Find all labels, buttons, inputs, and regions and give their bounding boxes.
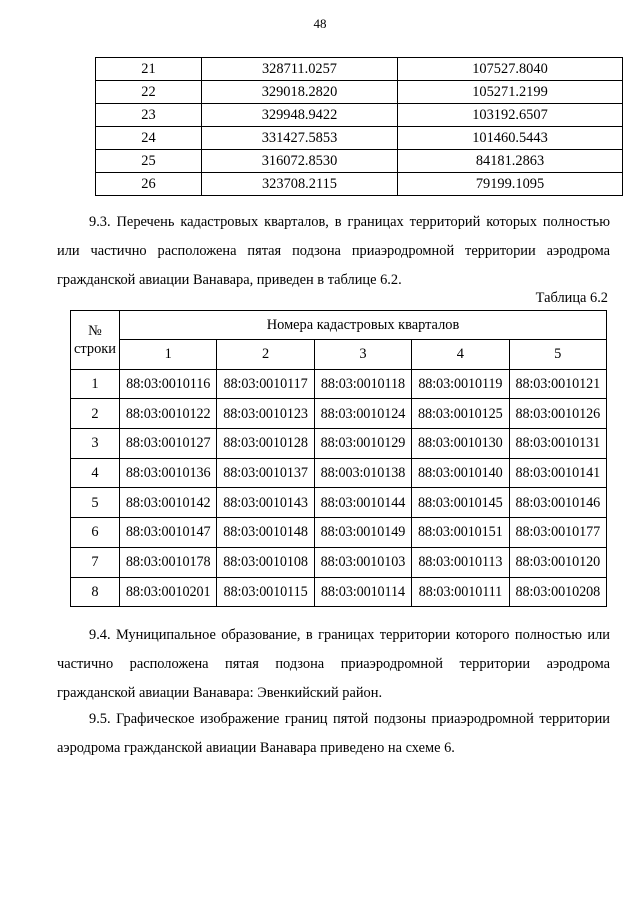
- cadastral-number: 88:03:0010113: [412, 547, 509, 577]
- cadastral-number: 88:03:0010117: [217, 369, 314, 399]
- quarters-header: Номера кадастровых кварталов: [120, 311, 607, 340]
- cadastral-number: 88:03:0010122: [120, 399, 217, 429]
- cadastral-number: 88:03:0010151: [412, 518, 509, 548]
- cadastral-number: 88:03:0010119: [412, 369, 509, 399]
- point-number: 23: [96, 104, 202, 127]
- point-number: 22: [96, 81, 202, 104]
- cadastral-number: 88:03:0010103: [314, 547, 411, 577]
- table-row: [71, 458, 607, 488]
- cadastral-number: 88:03:0010118: [314, 369, 411, 399]
- y-coordinate: 103192.6507: [398, 104, 623, 127]
- paragraph-9-3: 9.3. Перечень кадастровых кварталов, в границах территорий которых полностью или частично расположена пятая подзона приаэродромной территории аэродрома гражданской авиации Ванавара, приведен в таблице 6.2.: [57, 214, 610, 288]
- table-row: [96, 173, 623, 196]
- cadastral-number: 88:03:0010146: [509, 488, 606, 518]
- cadastral-number: 88:03:0010136: [120, 458, 217, 488]
- column-number: 5: [509, 340, 606, 370]
- row-number: 7: [71, 547, 120, 577]
- row-number: 8: [71, 577, 120, 607]
- point-number: 21: [96, 58, 202, 81]
- cadastral-number: 88:03:0010111: [412, 577, 509, 607]
- cadastral-number: 88:03:0010140: [412, 458, 509, 488]
- cadastral-number: 88:03:0010141: [509, 458, 606, 488]
- row-number: 5: [71, 488, 120, 518]
- table-row: [71, 488, 607, 518]
- cadastral-number: 88:03:0010178: [120, 547, 217, 577]
- point-number: 25: [96, 150, 202, 173]
- point-number: 26: [96, 173, 202, 196]
- y-coordinate: 79199.1095: [398, 173, 623, 196]
- x-coordinate: 323708.2115: [202, 173, 398, 196]
- row-number-header-symbol: №: [88, 322, 102, 339]
- table-caption: Таблица 6.2: [535, 290, 608, 306]
- table-row: [71, 429, 607, 459]
- cadastral-number: 88:03:0010128: [217, 429, 314, 459]
- column-number: 4: [412, 340, 509, 370]
- paragraph-9-5: 9.5. Графическое изображение границ пятой подзоны приаэродромной территории аэродрома гражданской авиации Ванавара приведено на схеме 6.: [57, 711, 610, 756]
- table-row: [96, 150, 623, 173]
- point-number: 24: [96, 127, 202, 150]
- y-coordinate: 84181.2863: [398, 150, 623, 173]
- row-number: 1: [71, 369, 120, 399]
- cadastral-number: 88:03:0010126: [509, 399, 606, 429]
- y-coordinate: 101460.5443: [398, 127, 623, 150]
- x-coordinate: 316072.8530: [202, 150, 398, 173]
- table-row: [96, 58, 623, 81]
- y-coordinate: 105271.2199: [398, 81, 623, 104]
- cadastral-number: 88:03:0010129: [314, 429, 411, 459]
- cadastral-number: 88:03:0010108: [217, 547, 314, 577]
- cadastral-number: 88:03:0010131: [509, 429, 606, 459]
- row-number: 6: [71, 518, 120, 548]
- row-number-header-label: строки: [74, 340, 116, 357]
- cadastral-number: 88:003:010138: [314, 458, 411, 488]
- cadastral-number: 88:03:0010143: [217, 488, 314, 518]
- row-number: 3: [71, 429, 120, 459]
- cadastral-number: 88:03:0010123: [217, 399, 314, 429]
- cadastral-number: 88:03:0010201: [120, 577, 217, 607]
- table-row: [71, 577, 607, 607]
- row-number: 2: [71, 399, 120, 429]
- cadastral-number: 88:03:0010120: [509, 547, 606, 577]
- table-row: [96, 104, 623, 127]
- cadastral-quarters-table: [70, 310, 607, 607]
- cadastral-number: 88:03:0010137: [217, 458, 314, 488]
- cadastral-number: 88:03:0010145: [412, 488, 509, 518]
- x-coordinate: 329948.9422: [202, 104, 398, 127]
- x-coordinate: 328711.0257: [202, 58, 398, 81]
- row-number-header: [71, 311, 120, 370]
- page-number: 48: [313, 16, 327, 31]
- header-row: [71, 311, 607, 340]
- cadastral-number: 88:03:0010125: [412, 399, 509, 429]
- cadastral-number: 88:03:0010208: [509, 577, 606, 607]
- x-coordinate: 329018.2820: [202, 81, 398, 104]
- cadastral-number: 88:03:0010121: [509, 369, 606, 399]
- table-row: [96, 127, 623, 150]
- coordinates-table: [95, 57, 623, 196]
- cadastral-number: 88:03:0010149: [314, 518, 411, 548]
- cadastral-number: 88:03:0010147: [120, 518, 217, 548]
- cadastral-number: 88:03:0010148: [217, 518, 314, 548]
- cadastral-number: 88:03:0010115: [217, 577, 314, 607]
- column-number: 3: [314, 340, 411, 370]
- cadastral-number: 88:03:0010114: [314, 577, 411, 607]
- table-row: [71, 547, 607, 577]
- table-row: [71, 399, 607, 429]
- column-number: 2: [217, 340, 314, 370]
- column-numbers-row: [71, 340, 607, 370]
- cadastral-number: 88:03:0010127: [120, 429, 217, 459]
- row-number: 4: [71, 458, 120, 488]
- x-coordinate: 331427.5853: [202, 127, 398, 150]
- table-row: [96, 81, 623, 104]
- table-row: [71, 518, 607, 548]
- cadastral-number: 88:03:0010130: [412, 429, 509, 459]
- column-number: 1: [120, 340, 217, 370]
- cadastral-number: 88:03:0010116: [120, 369, 217, 399]
- paragraph-9-4: 9.4. Муниципальное образование, в границах территории которого полностью или частично расположена пятая подзона приаэродромной территории аэродрома гражданской авиации Ванавара: Эвенкийский район.: [57, 627, 610, 701]
- cadastral-number: 88:03:0010124: [314, 399, 411, 429]
- cadastral-number: 88:03:0010177: [509, 518, 606, 548]
- cadastral-number: 88:03:0010144: [314, 488, 411, 518]
- cadastral-number: 88:03:0010142: [120, 488, 217, 518]
- table-row: [71, 369, 607, 399]
- y-coordinate: 107527.8040: [398, 58, 623, 81]
